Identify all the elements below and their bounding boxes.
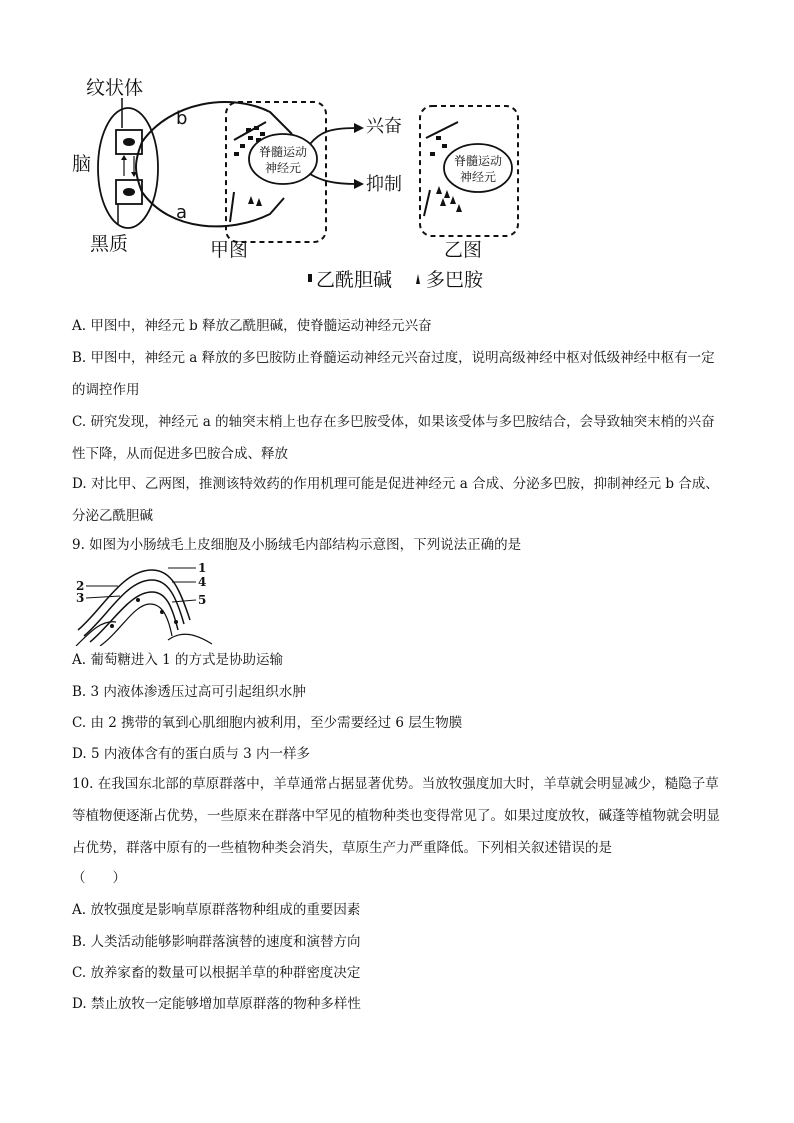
fig-number-5: 5: [198, 593, 207, 607]
option-text: 研究发现，神经元 a 的轴突末梢上也存在多巴胺受体，如果该受体与多巴胺结合，会导致轴突末梢的兴奋性下降，从而促进多巴胺合成、释放: [72, 414, 715, 462]
q10-option-b: [72, 932, 361, 952]
option-text: 3 内液体渗透压过高可引起组织水肿: [90, 684, 306, 700]
q9-stem: 9. 如图为小肠绒毛上皮细胞及小肠绒毛内部结构示意图，下列说法正确的是: [72, 537, 522, 553]
motor-neuron-yi: [444, 144, 512, 192]
motor-neuron-yi-line2: 神经元: [459, 170, 497, 184]
q9-option-b: [72, 682, 306, 702]
option-text: 葡萄糖进入 1 的方式是协助运输: [90, 652, 284, 668]
option-key: B.: [72, 684, 87, 700]
legend-dopamine: 多巴胺: [426, 269, 484, 291]
option-key: C.: [72, 965, 87, 981]
legend-acetylcholine: 乙酰胆碱: [316, 269, 393, 291]
option-key: C.: [72, 715, 87, 731]
option-key: A.: [72, 318, 87, 334]
neuron-diagram: [70, 72, 530, 298]
label-inhibit: 抑制: [366, 174, 402, 195]
motor-neuron-jia-line1: 脊髓运动: [258, 145, 308, 159]
fig-number-4: 4: [198, 575, 207, 589]
q9-option-c: [72, 713, 462, 733]
label-substantia-nigra: 黑质: [90, 233, 129, 255]
option-text: 对比甲、乙两图，推测该特效药的作用机理可能是促进神经元 a 合成、分泌多巴胺，抑制神经元 b 合成、分泌乙酰胆碱: [72, 476, 719, 524]
caption-yi: 乙图: [444, 239, 483, 261]
option-key: D.: [72, 476, 87, 492]
acetylcholine-legend-icon: [308, 274, 312, 282]
motor-neuron-jia: [249, 134, 317, 184]
label-brain: 脑: [72, 153, 92, 175]
brain-outline: [98, 108, 158, 228]
option-key: D.: [72, 996, 87, 1012]
option-text: 人类活动能够影响群落演替的速度和演替方向: [90, 934, 361, 950]
option-key: B.: [72, 934, 87, 950]
q8-option-c: [72, 406, 722, 470]
option-text: 放养家畜的数量可以根据羊草的种群密度决定: [90, 965, 361, 981]
motor-neuron-yi-line1: 脊髓运动: [453, 154, 503, 168]
q10-answer-blank: （ ）: [72, 870, 126, 886]
option-text: 5 内液体含有的蛋白质与 3 内一样多: [90, 746, 310, 762]
label-striatum: 纹状体: [86, 77, 144, 99]
fig-number-1: 1: [198, 561, 207, 575]
q10-option-d: [72, 994, 361, 1014]
fig-number-3: 3: [76, 591, 85, 605]
option-text: 禁止放牧一定能够增加草原群落的物种多样性: [90, 996, 361, 1012]
q8-option-b: [72, 342, 722, 406]
option-text: 甲图中，神经元 b 释放乙酰胆碱，使脊髓运动神经元兴奋: [90, 318, 432, 334]
q9-option-d: [72, 744, 310, 764]
label-excite: 兴奋: [366, 116, 402, 137]
q10-stem: 10. 在我国东北部的草原群落中，羊草通常占据显著优势。当放牧强度加大时，羊草就会明显减少，糙隐子草等植物便逐渐占优势，一些原来在群落中罕见的植物种类也变得常见了。如果过度放牧，碱蓬等植物就会明显占优势，群落中原有的一些植物种类会消失，草原生产力严重降低。下列相关叙述错误的是: [72, 776, 720, 856]
intestinal-villus-diagram: [72, 560, 222, 646]
label-neuron-a: a: [176, 202, 188, 223]
option-key: A.: [72, 902, 87, 918]
q10-option-a: [72, 900, 360, 920]
option-text: 甲图中，神经元 a 释放的多巴胺防止脊髓运动神经元兴奋过度，说明高级神经中枢对低级神经中枢有一定的调控作用: [72, 350, 715, 398]
q8-option-a: [72, 316, 432, 336]
q8-option-d: [72, 468, 722, 532]
dopamine-legend-icon: [416, 274, 420, 284]
caption-jia: 甲图: [210, 239, 249, 261]
option-key: A.: [72, 652, 87, 668]
fig-number-2: 2: [76, 579, 85, 593]
q9-option-a: [72, 650, 283, 670]
label-neuron-b: b: [176, 108, 188, 129]
q10-option-c: [72, 963, 360, 983]
option-text: 放牧强度是影响草原群落物种组成的重要因素: [90, 902, 361, 918]
option-key: D.: [72, 746, 87, 762]
option-text: 由 2 携带的氧到心肌细胞内被利用，至少需要经过 6 层生物膜: [90, 715, 463, 731]
option-key: C.: [72, 414, 87, 430]
motor-neuron-jia-line2: 神经元: [264, 161, 302, 175]
option-key: B.: [72, 350, 87, 366]
